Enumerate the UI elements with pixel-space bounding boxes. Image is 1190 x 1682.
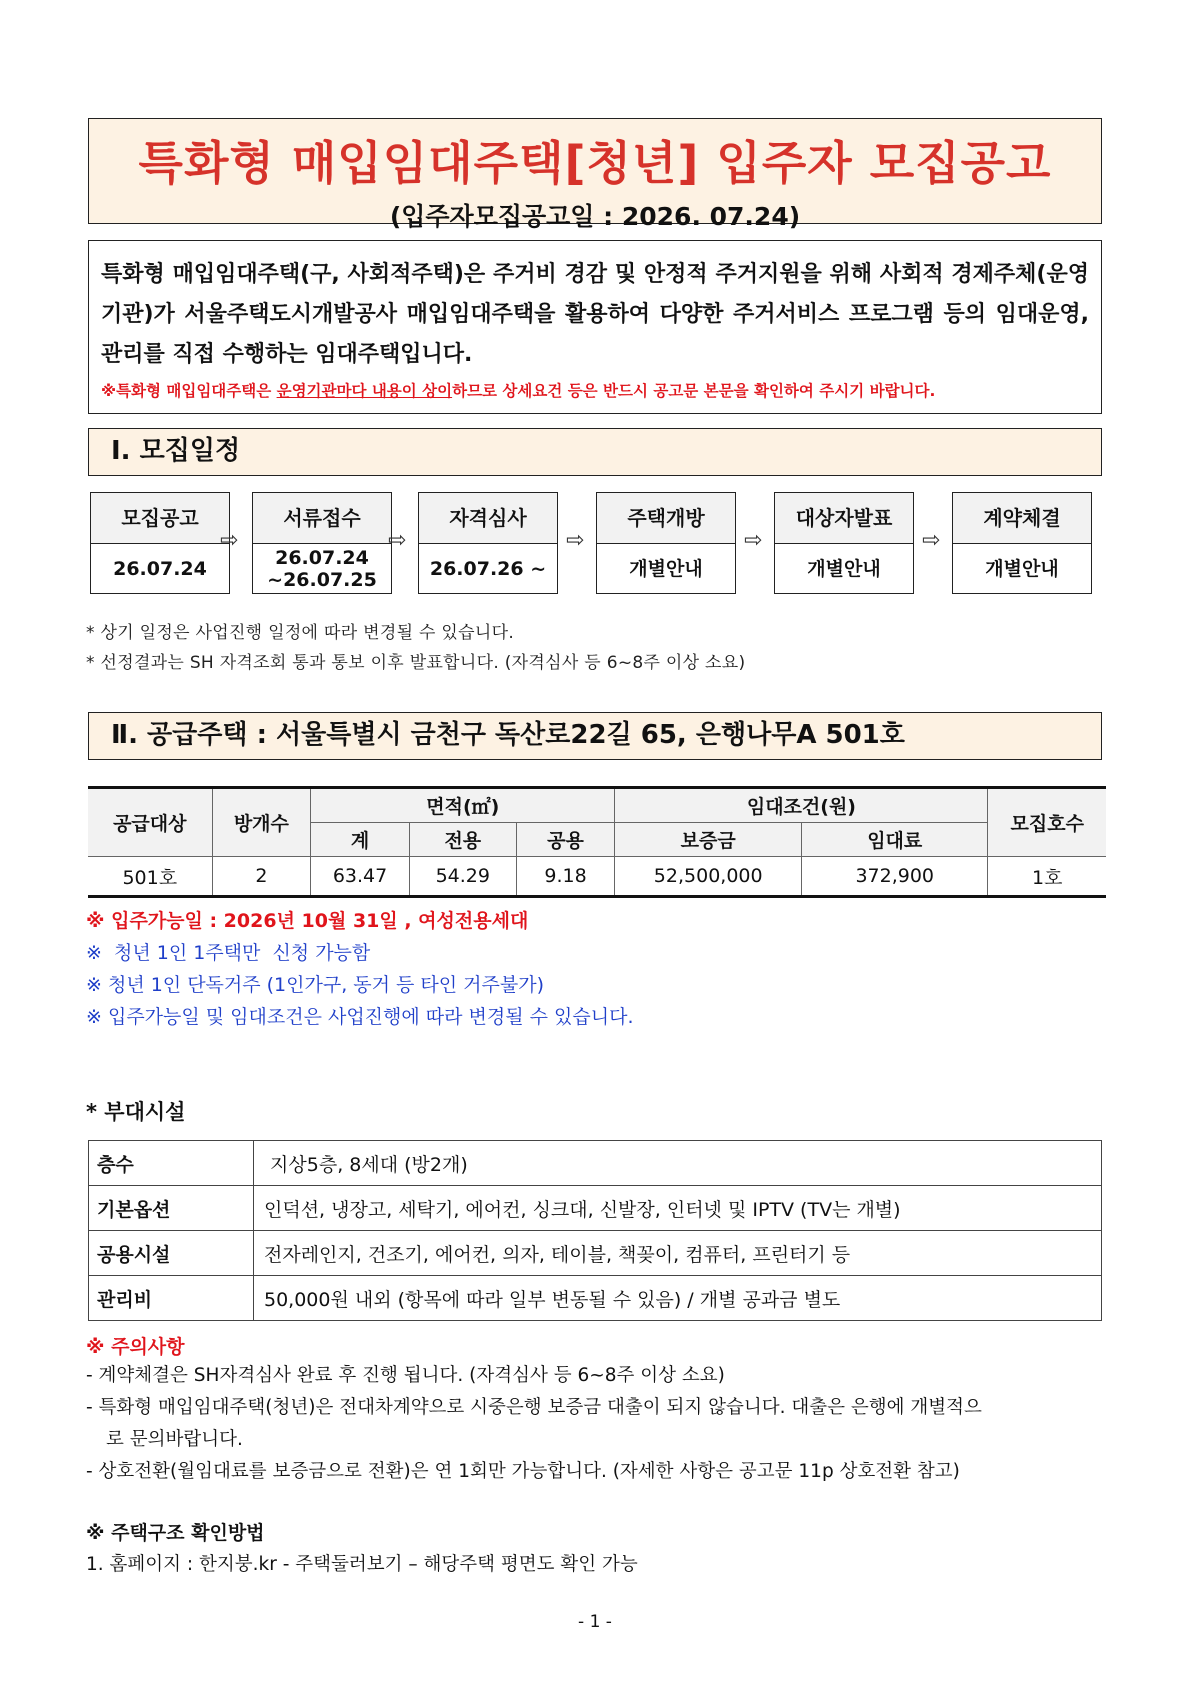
intro-box	[88, 240, 1102, 414]
structure-title: ※ 주택구조 확인방법	[86, 1522, 265, 1544]
arrow-right-icon: ⇨	[744, 528, 763, 553]
facility-value: 50,000원 내외 (항목에 따라 일부 변동될 수 있음) / 개별 공과금 별도	[254, 1276, 1102, 1321]
schedule-step-label: 주택개방	[597, 493, 735, 544]
schedule-note: * 상기 일정은 사업진행 일정에 따라 변경될 수 있습니다.	[86, 623, 515, 643]
schedule-step-value: 개별안내	[985, 558, 1059, 580]
cell-deposit: 52,500,000	[615, 857, 802, 897]
header-rooms: 방개수	[212, 788, 311, 857]
schedule-step-value: 26.07.24 ~26.07.25	[267, 547, 377, 591]
announcement-date: (입주자모집공고일 : 2026. 07.24)	[389, 202, 801, 231]
caution-item: - 특화형 매입임대주택(청년)은 전대차계약으로 시중은행 보증금 대출이 되지 않습니다. 대출은 은행에 개별적으	[86, 1397, 982, 1418]
cell-target: 501호	[88, 857, 212, 897]
arrow-right-icon: ⇨	[388, 528, 407, 553]
cell-rent: 372,900	[802, 857, 988, 897]
header-area: 면적(㎡)	[311, 788, 615, 823]
page-title: 특화형 매입임대주택[청년] 입주자 모집공고	[138, 136, 1052, 190]
intro-note-underline: 운영기관마다 내용이 상이	[276, 382, 453, 400]
schedule-step-5	[774, 492, 914, 594]
supply-remark: ※ 청년 1인 단독거주 (1인가구, 동거 등 타인 거주불가)	[86, 974, 545, 996]
cell-units: 1호	[988, 857, 1106, 897]
schedule-step-value: 26.07.26 ~	[429, 558, 547, 580]
cell-rooms: 2	[212, 857, 311, 897]
arrow-right-icon: ⇨	[220, 528, 239, 553]
header-area-private: 전용	[409, 823, 516, 857]
intro-note	[101, 379, 1089, 401]
structure-item: 1. 홈페이지 : 한지붕.kr - 주택둘러보기 – 해당주택 평면도 확인 가능	[86, 1554, 638, 1575]
schedule-step-value: 26.07.24	[113, 558, 207, 580]
facility-key: 층수	[89, 1141, 254, 1186]
facilities-table	[88, 1140, 1102, 1321]
arrow-right-icon: ⇨	[922, 528, 941, 553]
schedule-note: * 선정결과는 SH 자격조회 통과 통보 이후 발표합니다. (자격심사 등 6~8주 이상 소요)	[86, 653, 746, 673]
schedule-step-label: 자격심사	[419, 493, 557, 544]
move-in-remark: ※ 입주가능일 : 2026년 10월 31일 , 여성전용세대	[86, 910, 529, 932]
supply-remark: ※ 청년 1인 1주택만 신청 가능함	[86, 942, 371, 964]
header-deposit: 보증금	[615, 823, 802, 857]
table-row	[88, 857, 1106, 897]
schedule-step-1	[90, 492, 230, 594]
header-target: 공급대상	[88, 788, 212, 857]
page-number: - 1 -	[578, 1612, 612, 1632]
header-rent: 임대료	[802, 823, 988, 857]
table-row	[89, 1186, 1102, 1231]
facility-key: 공용시설	[89, 1231, 254, 1276]
facility-value: 지상5층, 8세대 (방2개)	[254, 1141, 1102, 1186]
schedule-step-label: 계약체결	[953, 493, 1091, 544]
arrow-right-icon: ⇨	[566, 528, 585, 553]
header-area-common: 공용	[516, 823, 615, 857]
schedule-step-6	[952, 492, 1092, 594]
supply-remark: ※ 입주가능일 및 임대조건은 사업진행에 따라 변경될 수 있습니다.	[86, 1006, 634, 1028]
schedule-step-value: 개별안내	[629, 558, 703, 580]
title-box	[88, 118, 1102, 231]
facility-value: 전자레인지, 건조기, 에어컨, 의자, 테이블, 책꽂이, 컴퓨터, 프린터기 등	[254, 1231, 1102, 1276]
cell-area-total: 63.47	[311, 857, 410, 897]
intro-note-prefix: ※특화형 매입임대주택은	[101, 382, 277, 400]
schedule-step-4	[596, 492, 736, 594]
caution-title: ※ 주의사항	[86, 1336, 185, 1358]
supply-table	[88, 786, 1106, 898]
schedule-step-label: 서류접수	[253, 493, 391, 544]
caution-item: - 상호전환(월임대료를 보증금으로 전환)은 연 1회만 가능합니다. (자세한 사항은 공고문 11p 상호전환 참고)	[86, 1461, 960, 1482]
schedule-step-value: 개별안내	[807, 558, 881, 580]
facility-key: 기본옵션	[89, 1186, 254, 1231]
caution-item: 로 문의바랍니다.	[106, 1429, 243, 1450]
facility-value: 인덕션, 냉장고, 세탁기, 에어컨, 싱크대, 신발장, 인터넷 및 IPTV (TV는 개별)	[254, 1186, 1102, 1231]
table-row	[89, 1276, 1102, 1321]
section-supply-header: Ⅱ. 공급주택 : 서울특별시 금천구 독산로22길 65, 은행나무A 501호	[88, 712, 1102, 760]
cell-area-private: 54.29	[409, 857, 516, 897]
table-row	[89, 1231, 1102, 1276]
cell-area-common: 9.18	[516, 857, 615, 897]
schedule-step-2	[252, 492, 392, 594]
facilities-title: * 부대시설	[86, 1100, 186, 1124]
caution-item: - 계약체결은 SH자격심사 완료 후 진행 됩니다. (자격심사 등 6~8주 이상 소요)	[86, 1365, 725, 1386]
header-area-total: 계	[311, 823, 410, 857]
table-row	[89, 1141, 1102, 1186]
header-rent-cond: 임대조건(원)	[615, 788, 988, 823]
section-schedule-header: Ⅰ. 모집일정	[88, 428, 1102, 476]
intro-text: 특화형 매입임대주택(구, 사회적주택)은 주거비 경감 및 안정적 주거지원을 위해 사회적 경제주체(운영기관)가 서울주택도시개발공사 매입임대주택을 활용하여 다양한 주거서비스 프로그램 등의 임대운영, 관리를 직접 수행하는 임대주택입니다.	[101, 262, 1089, 367]
header-units: 모집호수	[988, 788, 1106, 857]
caution-list	[86, 1360, 1106, 1488]
facility-key: 관리비	[89, 1276, 254, 1321]
schedule-step-3	[418, 492, 558, 594]
schedule-step-label: 대상자발표	[775, 493, 913, 544]
schedule-step-label: 모집공고	[91, 493, 229, 544]
intro-note-suffix: 하므로 상세요건 등은 반드시 공고문 본문을 확인하여 주시기 바랍니다.	[452, 382, 936, 400]
